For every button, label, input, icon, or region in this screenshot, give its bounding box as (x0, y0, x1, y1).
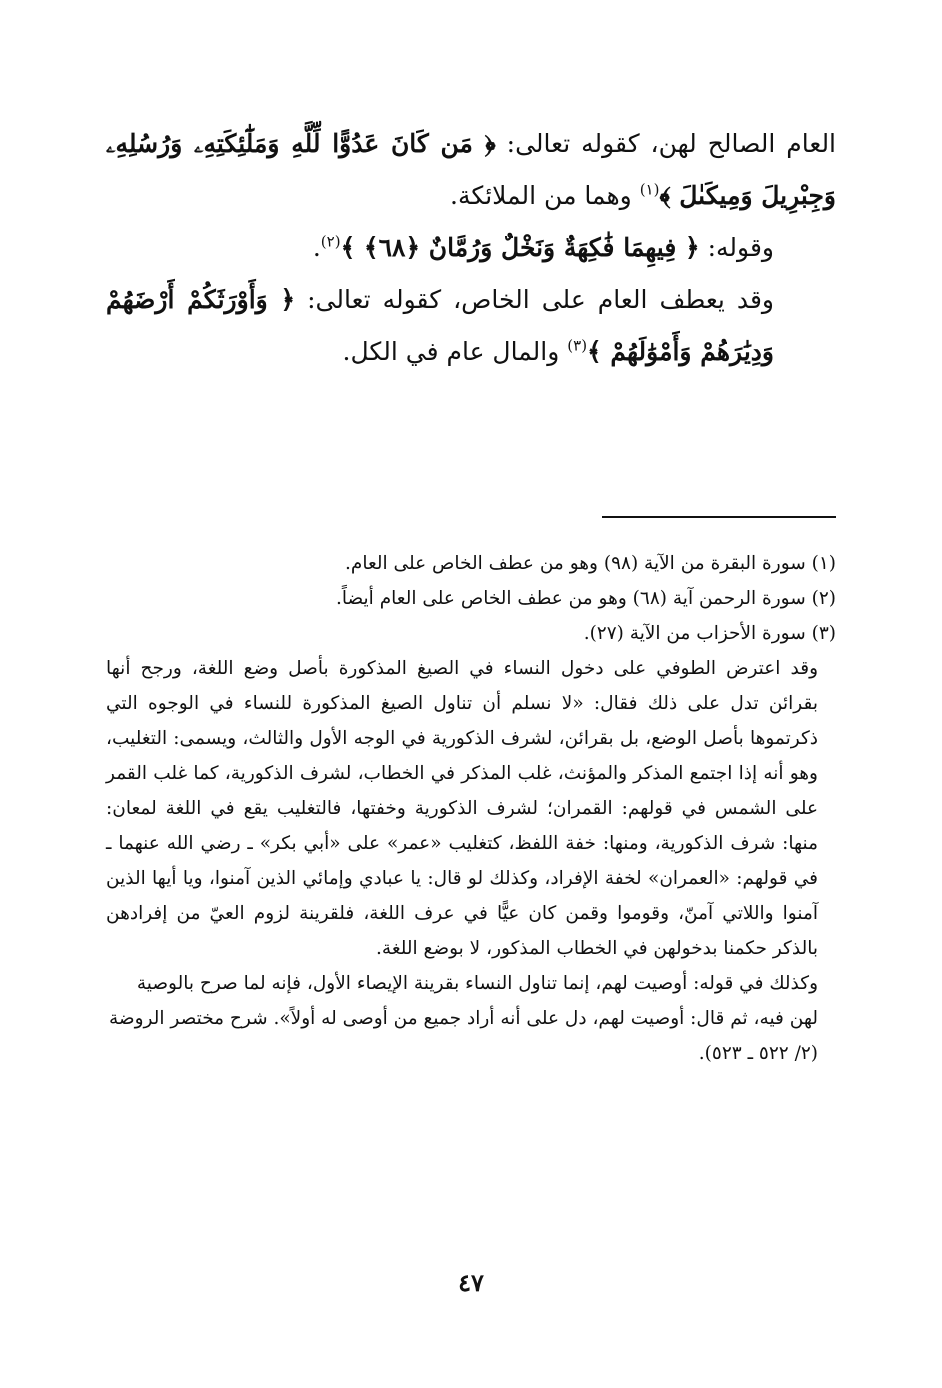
para3-lead: وقد يعطف العام على الخاص، كقوله تعالى: (295, 285, 774, 314)
footnote-divider (602, 516, 836, 518)
footnote-3: (٣) سورة الأحزاب من الآية (٢٧). (583, 623, 836, 644)
para3-footnote-ref[interactable]: (٣) (567, 336, 588, 355)
para2-lead: وقوله: (699, 233, 774, 262)
para1-quran-verse: ﴿ مَن كَانَ عَدُوًّا لِّلَّهِ وَمَلَٰٓئِكَتِهِۦ وَرُسُلِهِۦ وَجِبْرِيلَ وَمِيكَىٰلَ ﴾ (106, 129, 836, 210)
paragraph-3 (106, 274, 836, 378)
paragraph-1 (106, 118, 836, 222)
para1-tail: وهما من الملائكة. (450, 181, 640, 210)
para3-quran-verse: ﴿ وَأَوْرَثَكُمْ أَرْضَهُمْ وَدِيَٰرَهُمْ وَأَمْوَٰلَهُمْ ﴾ (106, 285, 774, 366)
footnote-1: (١) سورة البقرة من الآية (٩٨) وهو من عطف الخاص على العام. (344, 553, 836, 574)
para2-quran-verse: ﴿ فِيهِمَا فَٰكِهَةٌ وَنَخْلٌ وَرُمَّانٌ ﴿٦٨﴾ ﴾ (340, 233, 700, 262)
para1-lead: العام الصالح لهن، كقوله تعالى: (495, 129, 837, 158)
footnote-commentary-2: وكذلك في قوله: أوصيت لهم، إنما تناول النساء بقرينة الإيصاء الأول، فإنه لما صرح بالوصية لهن فيه، ثم قال: أوصيت لهم، دل على أنه أراد جميع من أوصى له أولاً». شرح مختصر الروضة (٢/ ٥٢٢ ـ ٥٢٣). (108, 973, 818, 1064)
main-text (106, 118, 836, 378)
page-number: ٤٧ (458, 1268, 484, 1297)
para2-tail: . (312, 233, 321, 262)
para1-footnote-ref[interactable]: (١) (639, 180, 660, 199)
footnote-2: (٢) سورة الرحمن آية (٦٨) وهو من عطف الخاص على العام أيضاً. (335, 588, 836, 609)
paragraph-2 (106, 222, 836, 274)
footnote-commentary-1: وقد اعترض الطوفي على دخول النساء في الصيغ المذكورة بأصل وضع اللغة، ورجح أنها بقرائن تدل على ذلك فقال: «لا نسلم أن تناول الصيغ المذكورة للنساء في الوجوه التي ذكرتموها بأصل الوضع، بل بقرائن، لشرف الذكورية في الوجه الأول والثالث، ويسمى: التغليب، وهو أنه إذا اجتمع المذكر والمؤنث، غلب المذكر في الخطاب، لشرف الذكورية، كما غلب القمر على الشمس في قولهم: القمران؛ لشرف الذكورية وخفتها، فالتغليب يقع في اللغة لمعان: منها: شرف الذكورية، ومنها: خفة اللفظ، كتغليب «عمر» على «أبي بكر» ـ رضي الله عنهما ـ في قولهم: «العمران» لخفة الإفراد، وكذلك لو قال: يا عبادي وإمائي الذين آمنوا، ويا أيها الذين آمنوا واللاتي آمنّ، وقوموا وقمن كان عيًّا في عرف اللغة، فلقرينة لزوم العيّ من إفرادهن بالذكر حكمنا بدخولهن في الخطاب المذكور، لا بوضع اللغة. (106, 658, 818, 959)
para2-footnote-ref[interactable]: (٢) (320, 232, 341, 251)
para3-tail: والمال عام في الكل. (342, 337, 568, 366)
footnotes (106, 546, 836, 1071)
